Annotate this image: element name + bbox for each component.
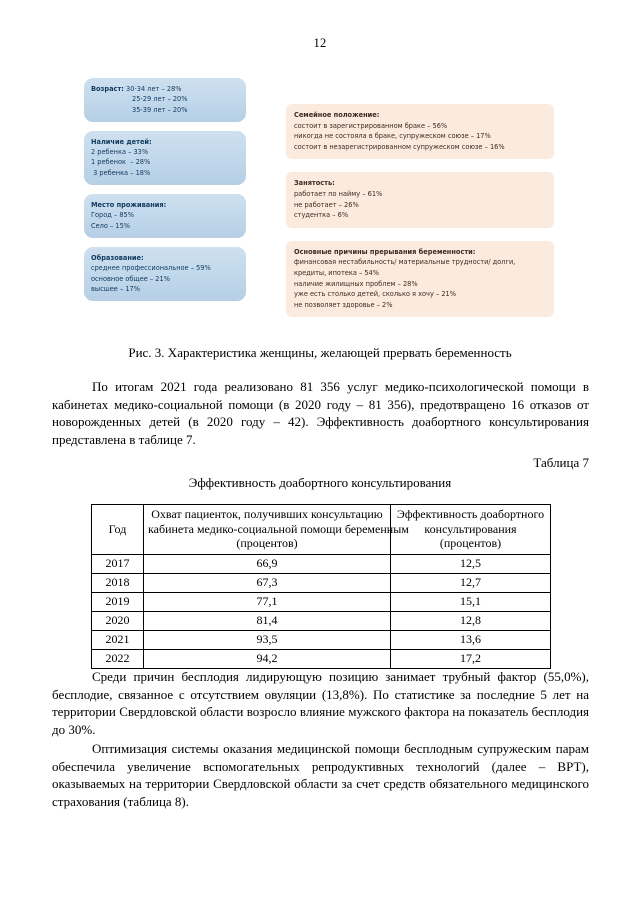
figure-box-children <box>84 131 246 185</box>
cell-coverage: 93,5 <box>144 630 391 649</box>
figure-box-education-line-2: основное общее – 21% <box>91 274 170 283</box>
figure-box-education <box>84 247 246 301</box>
figure-box-children-line-2: 1 ребенок – 28% <box>91 158 151 167</box>
paragraph-art-optimization: Оптимизация системы оказания медицинской помощи бесплодным супружеским парам обеспечила увеличение вспомогательных репродуктивных технологий (далее – ВРТ), оказываемых на территории Свердловской области за счет средств обязательного медицинского страхования (таблица 8). <box>52 741 589 809</box>
cell-effectiveness: 15,1 <box>391 592 551 611</box>
figure-box-reasons <box>286 241 554 318</box>
table-header <box>92 505 551 555</box>
cell-effectiveness: 12,5 <box>391 554 551 573</box>
cell-coverage: 66,9 <box>144 554 391 573</box>
table-title: Эффективность доабортного консультирования <box>188 475 452 490</box>
table-body <box>92 554 551 668</box>
figure-box-employment-line-3: студентка – 6% <box>294 211 349 220</box>
figure-box-employment-line-2: не работает – 26% <box>294 200 359 209</box>
figure-box-employment <box>286 172 554 227</box>
table-row <box>92 649 551 668</box>
figure-box-education-line-1: среднее профессиональное – 59% <box>91 264 211 273</box>
table-number-label: Таблица 7 <box>533 455 589 470</box>
cell-coverage: 94,2 <box>144 649 391 668</box>
table-header-effectiveness-line-3: (процентов) <box>439 536 502 550</box>
figure-box-reasons-title: Основные причины прерывания беременности: <box>294 247 476 256</box>
figure-box-reasons-line-3: наличие жилищных проблем – 28% <box>294 279 418 288</box>
cell-coverage: 77,1 <box>144 592 391 611</box>
figure-box-marital-status <box>286 104 554 159</box>
figure-box-children-line-3: 3 ребенка – 18% <box>91 168 151 177</box>
figure-left-column <box>84 78 246 310</box>
cell-effectiveness: 12,8 <box>391 611 551 630</box>
table-header-coverage <box>144 505 409 555</box>
figure-box-marital-status-line-2: никогда не состояла в браке, супружеском союзе – 17% <box>294 132 491 141</box>
figure-box-marital-status-title: Семейное положение: <box>294 111 380 119</box>
figure-box-age <box>84 78 246 122</box>
figure-box-employment-title: Занятость: <box>294 179 335 188</box>
figure-box-marital-status-line-3: состоит в незарегистрированном супружеском союзе – 16% <box>294 142 505 151</box>
cell-effectiveness: 13,6 <box>391 630 551 649</box>
figure-box-residence-line-2: Село – 15% <box>91 221 131 230</box>
figure-box-age-title: Возраст: <box>91 85 124 93</box>
table-header-row <box>92 505 551 555</box>
figure-box-employment-line-1: работает по найму – 61% <box>294 189 383 198</box>
table-row <box>92 573 551 592</box>
cell-effectiveness: 12,7 <box>391 573 551 592</box>
figure-box-reasons-line-4: уже есть столько детей, сколько я хочу – 21% <box>294 290 457 299</box>
table-abortion-counseling <box>91 504 551 669</box>
cell-year: 2022 <box>92 649 144 668</box>
cell-year: 2017 <box>92 554 144 573</box>
figure-box-residence-title: Место проживания: <box>91 201 167 210</box>
paragraph-statistics: По итогам 2021 года реализовано 81 356 услуг медико-психологической помощи в кабинетах медико-социальной помощи (в 2020 году – 81 356), предотвращено 16 отказов от новорожденных детей (в 2020 году – 42). Эффективность доабортного консультирования представлена в таблице 7. <box>52 379 589 447</box>
figure-box-age-value: 30-34 лет – 28% <box>123 85 182 93</box>
figure-right-column <box>286 104 554 330</box>
figure-box-marital-status-line-1: состоит в зарегистрированном браке – 56% <box>294 121 448 130</box>
table-header-year: Год <box>92 505 144 555</box>
figure-box-reasons-line-1: финансовая нестабильность/ материальные трудности/ долги, <box>294 258 516 267</box>
cell-year: 2020 <box>92 611 144 630</box>
table-header-coverage-line-1: Охват пациенток, получивших консультацию <box>151 507 383 521</box>
table-row <box>92 592 551 611</box>
table-header-effectiveness-line-2: консультирования <box>424 521 517 536</box>
figure-box-age-line-2: 25-29 лет – 20% <box>132 95 188 104</box>
table-header-coverage-line-3: (процентов) <box>236 536 298 550</box>
cell-coverage: 67,3 <box>144 573 391 592</box>
paragraph-infertility-causes: Среди причин бесплодия лидирующую позицию занимает трубный фактор (55,0%), бесплодие, связанное с отсутствием овуляции (13,8%). По статистике за последние 5 лет на территории Свердловской области возросло влияние мужского фактора на показатель бесплодия до 30%. <box>52 669 589 737</box>
figure-box-age-line-3: 35-39 лет – 20% <box>132 105 188 114</box>
figure-box-children-line-1: 2 ребенка – 33% <box>91 148 149 157</box>
figure-box-education-title: Образование: <box>91 253 144 262</box>
figure-3 <box>0 78 640 340</box>
table-header-coverage-line-2: кабинета медико-социальной помощи беременным <box>148 521 409 536</box>
figure-box-education-line-3: высшее – 17% <box>91 284 141 293</box>
figure-box-children-title: Наличие детей: <box>91 137 152 146</box>
page-number: 12 <box>313 36 327 50</box>
cell-year: 2021 <box>92 630 144 649</box>
table-row <box>92 630 551 649</box>
figure-box-reasons-line-5: не позволяет здоровье – 2% <box>294 300 393 309</box>
cell-coverage: 81,4 <box>144 611 391 630</box>
cell-year: 2018 <box>92 573 144 592</box>
table-row <box>92 554 551 573</box>
table-header-effectiveness-line-1: Эффективность доабортного <box>396 507 545 521</box>
table-row <box>92 611 551 630</box>
figure-box-residence-line-1: Город – 85% <box>91 211 134 220</box>
figure-box-age-first-line <box>91 84 239 94</box>
figure-caption: Рис. 3. Характеристика женщины, желающей прервать беременность <box>128 345 512 360</box>
table-header-effectiveness <box>391 505 551 555</box>
figure-box-reasons-line-2: кредиты, ипотека – 54% <box>294 268 380 277</box>
figure-box-residence <box>84 194 246 238</box>
cell-year: 2019 <box>92 592 144 611</box>
cell-effectiveness: 17,2 <box>391 649 551 668</box>
